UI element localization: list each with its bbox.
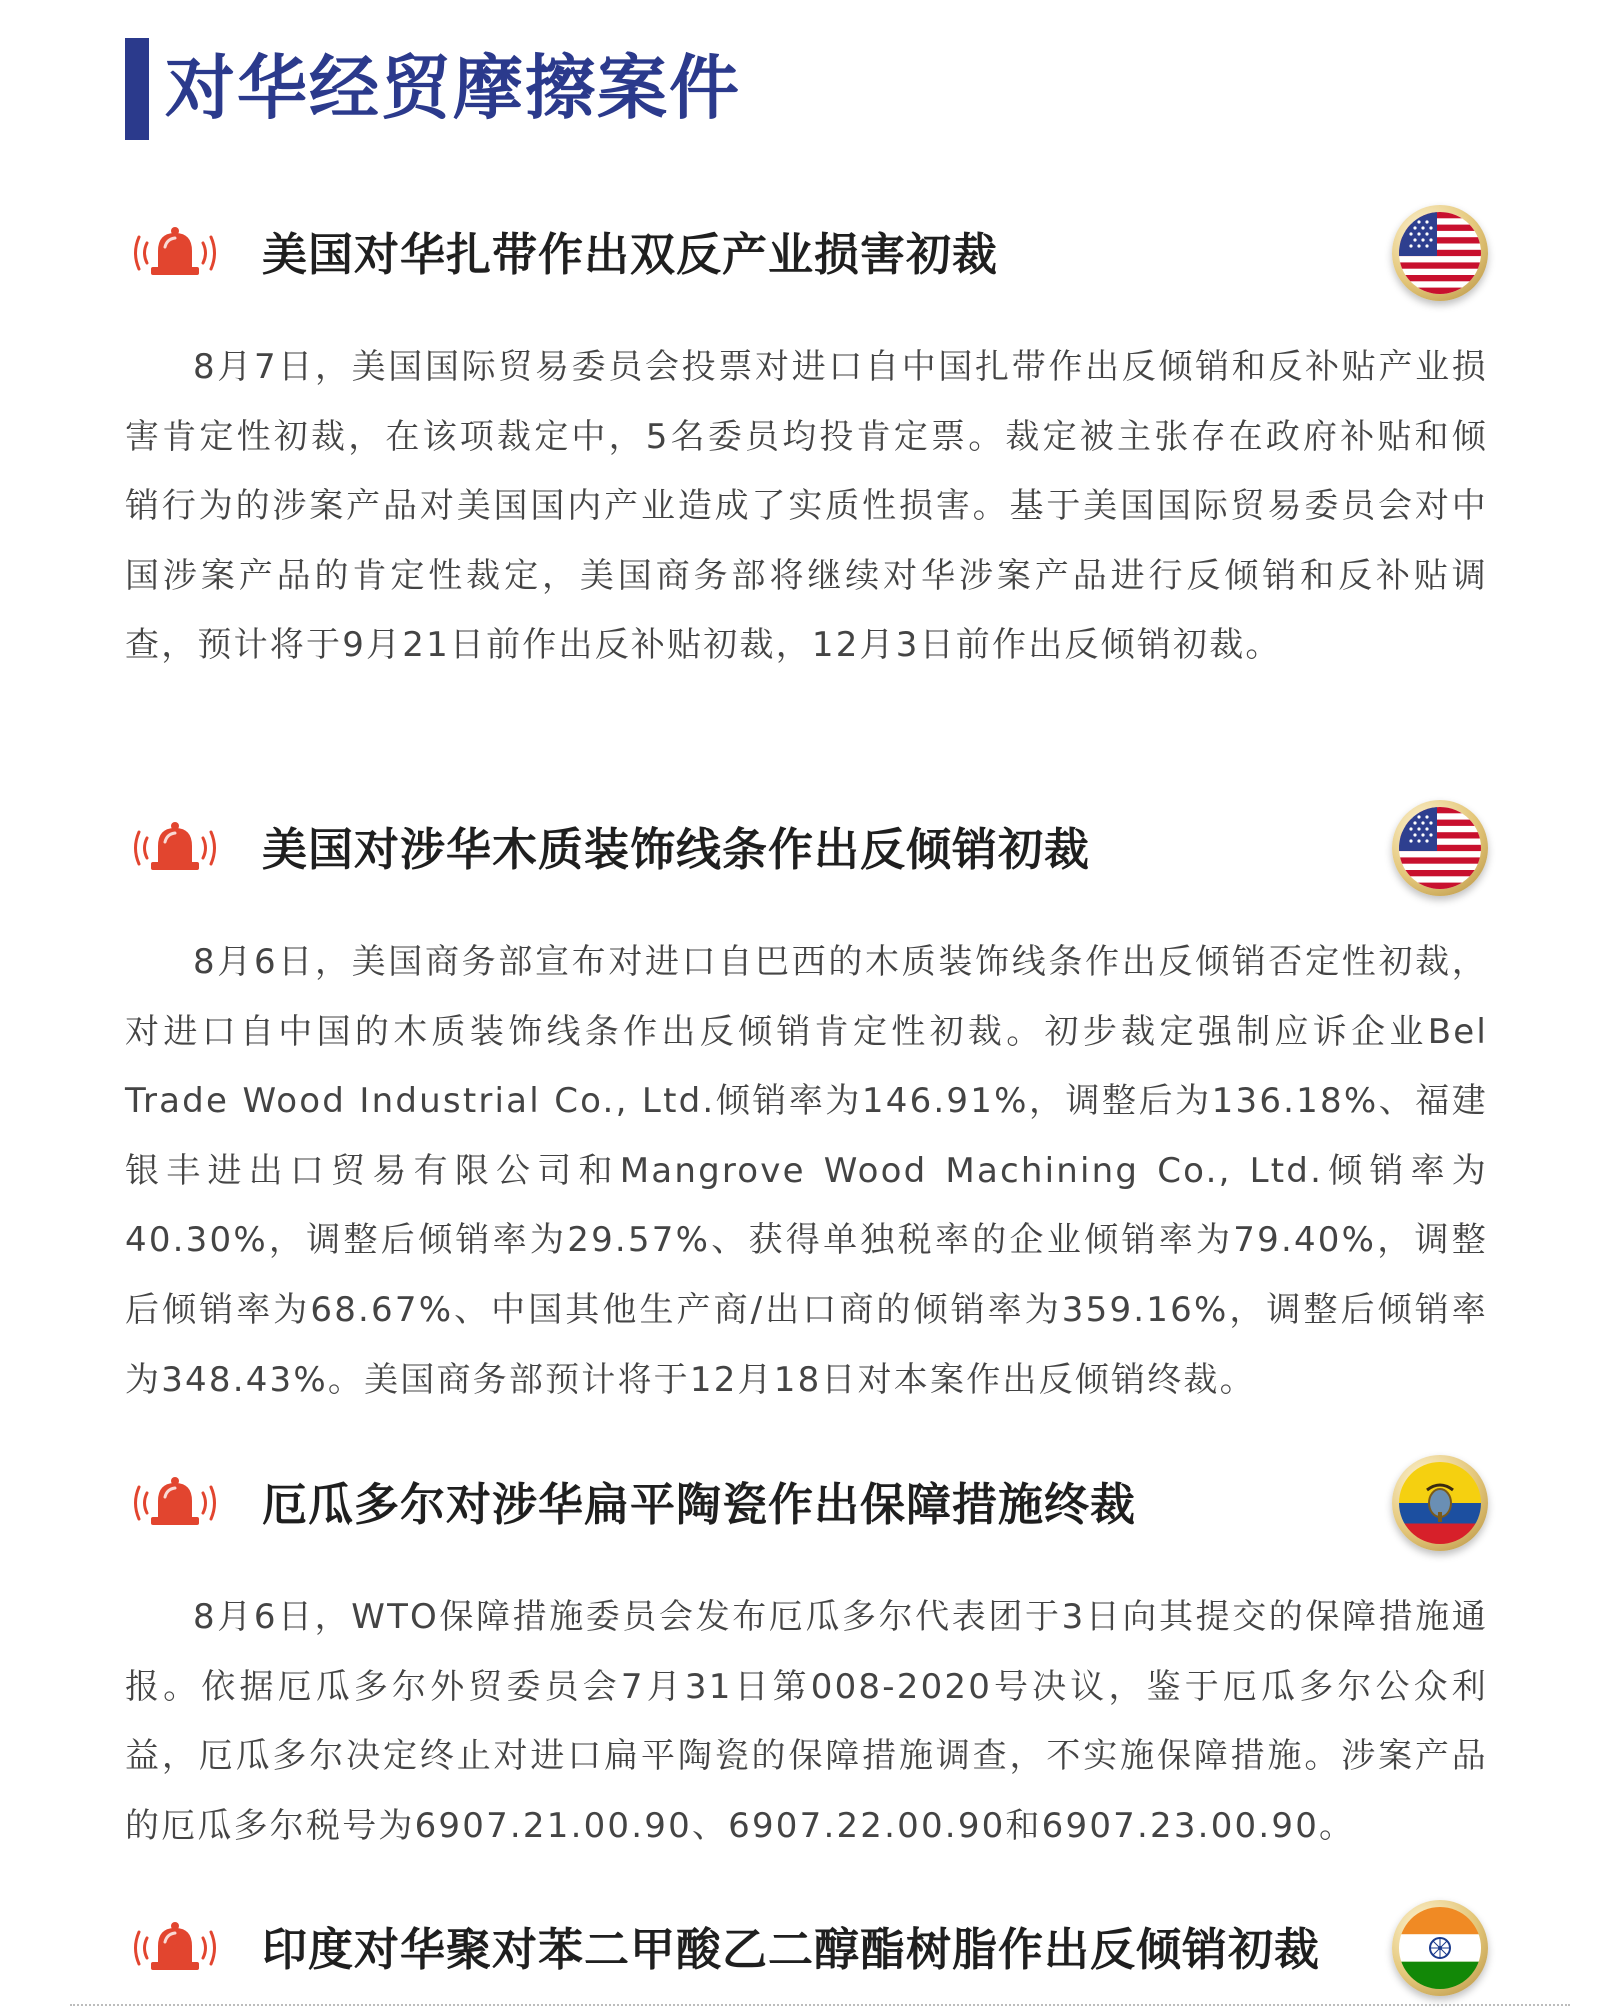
us-flag-icon (1399, 212, 1481, 294)
article-body: 8月7日，美国国际贸易委员会投票对进口自中国扎带作出反倾销和反补贴产业损害肯定性初裁，在该项裁定中，5名委员均投肯定票。裁定被主张存在政府补贴和倾销行为的涉案产品对美国国内产业造成了实质性损害。基于美国国际贸易委员会对中国涉案产品的肯定性裁定，美国商务部将继续对华涉案产品进行反倾销和反补贴调查，预计将于9月21日前作出反补贴初裁，12月3日前作出反倾销初裁。 (125, 347, 1488, 666)
alarm-bell-icon (125, 223, 225, 283)
flag-badge (1392, 800, 1488, 896)
article-title: 厄瓜多尔对涉华扁平陶瓷作出保障措施终裁 (262, 1478, 1137, 1531)
flag-badge (1392, 1455, 1488, 1551)
flag-badge (1392, 205, 1488, 301)
section-accent-bar (125, 38, 149, 140)
ecuador-flag-icon (1399, 1462, 1481, 1544)
article-header (0, 1900, 1598, 2000)
article-header (0, 1455, 1598, 1555)
article-title: 美国对涉华木质装饰线条作出反倾销初裁 (262, 823, 1091, 876)
flag-badge (1392, 1900, 1488, 1996)
us-flag-icon (1399, 807, 1481, 889)
alarm-bell-icon (125, 818, 225, 878)
alarm-bell-icon (125, 1473, 225, 1533)
article-body: 8月6日，WTO保障措施委员会发布厄瓜多尔代表团于3日向其提交的保障措施通报。依据厄瓜多尔外贸委员会7月31日第008-2020号决议，鉴于厄瓜多尔公众利益，厄瓜多尔决定终止对进口扁平陶瓷的保障措施调查，不实施保障措施。涉案产品的厄瓜多尔税号为6907.21.00.90、6907.22.00.90和6907.23.00.90。 (125, 1597, 1488, 1846)
article-header (0, 800, 1598, 900)
article-title: 印度对华聚对苯二甲酸乙二醇酯树脂作出反倾销初裁 (262, 1923, 1321, 1976)
india-flag-icon (1399, 1907, 1481, 1989)
article-header (0, 205, 1598, 305)
article-title: 美国对华扎带作出双反产业损害初裁 (262, 228, 999, 281)
article-body: 8月6日，美国商务部宣布对进口自巴西的木质装饰线条作出反倾销否定性初裁，对进口自中国的木质装饰线条作出反倾销肯定性初裁。初步裁定强制应诉企业Bel Trade Wood Industrial Co., Ltd.倾销率为146.91%，调整后为136.18%、福建银丰进出口贸易有限公司和Mangrove Wood Machining Co., Ltd.倾销率为40.30%，调整后倾销率为29.57%、获得单独税率的企业倾销率为79.40%，调整后倾销率为68.67%、中国其他生产商/出口商的倾销率为359.16%，调整后倾销率为348.43%。美国商务部预计将于12月18日对本案作出反倾销终裁。 (125, 942, 1488, 1400)
bottom-divider (70, 2004, 1570, 2006)
section-title: 对华经贸摩擦案件 (165, 47, 741, 129)
alarm-bell-icon (125, 1918, 225, 1978)
